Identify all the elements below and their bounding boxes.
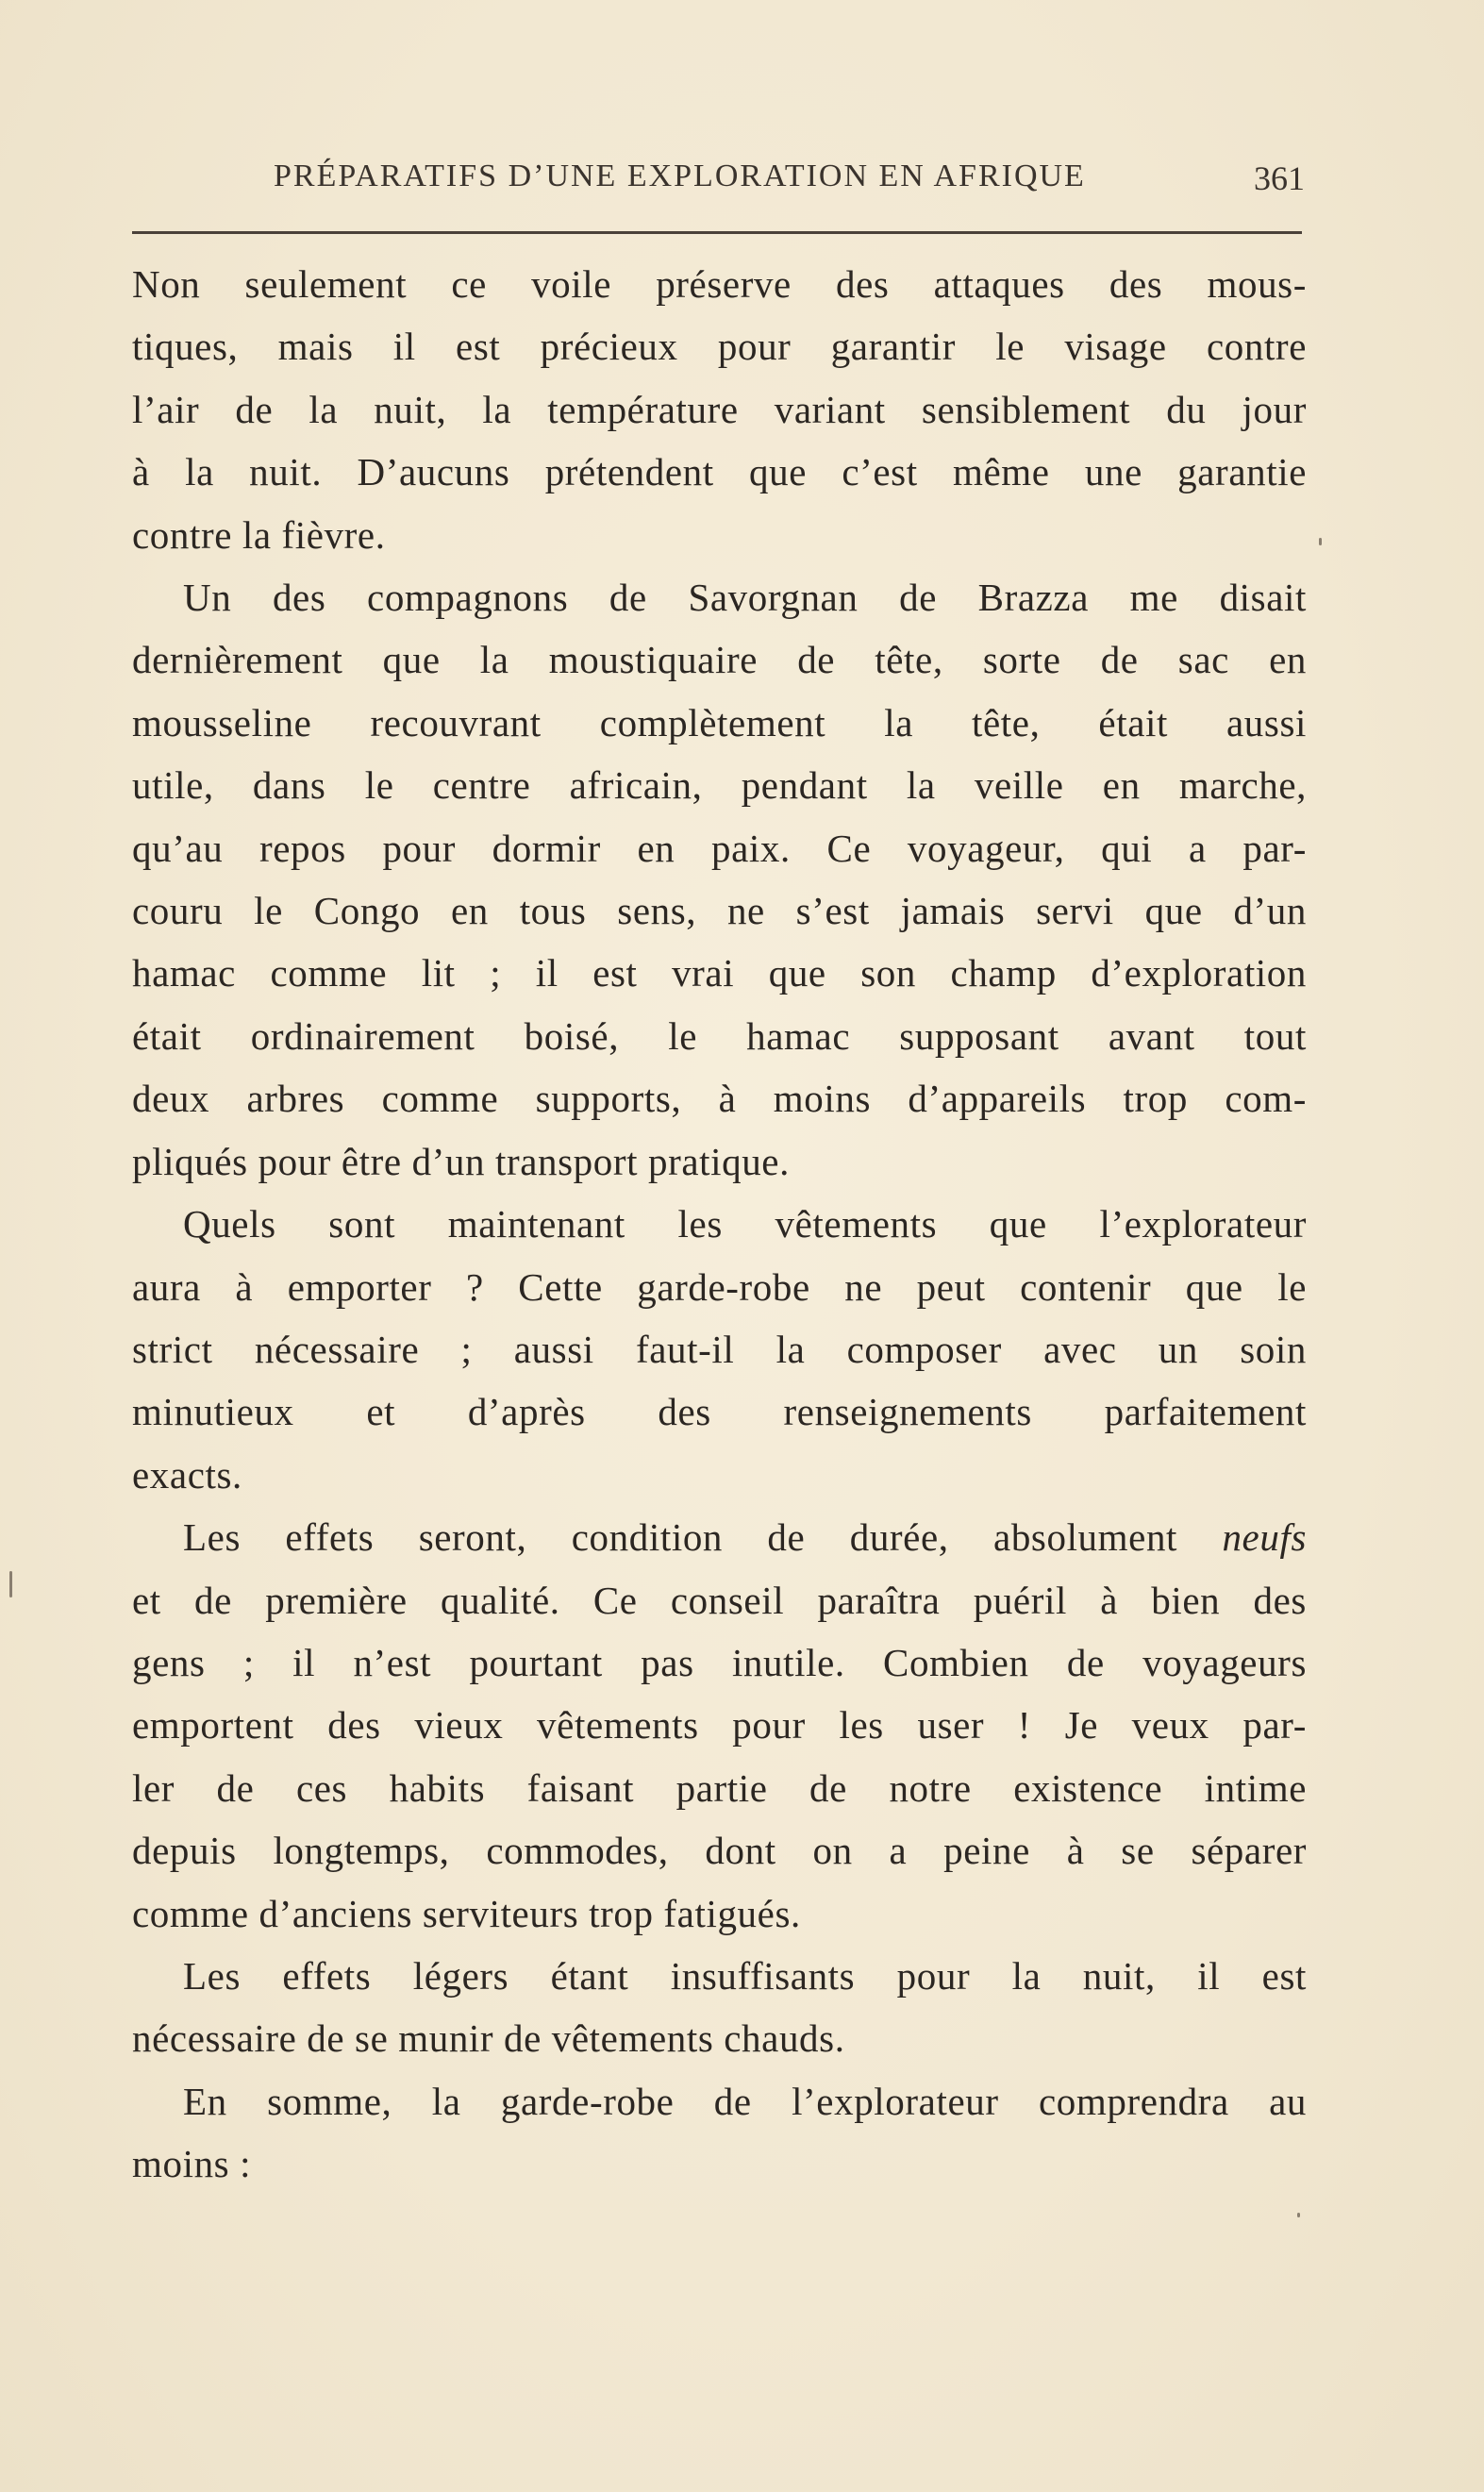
paragraph-6 bbox=[132, 2070, 1307, 2196]
text-line: deux arbres comme supports, à moins d’appareils trop com- bbox=[132, 1077, 1307, 1121]
text-line: depuis longtemps, commodes, dont on a peine à se séparer bbox=[132, 1829, 1307, 1873]
text-line: aura à emporter ? Cette garde-robe ne peut contenir que le bbox=[132, 1264, 1307, 1309]
text-line-part: Les effets seront, condition de durée, absolument bbox=[183, 1515, 1178, 1560]
text-line: à la nuit. D’aucuns prétendent que c’est même une garantie bbox=[132, 450, 1307, 494]
text-line: mousseline recouvrant complètement la tête, était aussi bbox=[132, 700, 1307, 744]
text-line: Les effets légers étant insuffisants pour la nuit, il est bbox=[183, 1953, 1307, 1998]
text-line: gens ; il n’est pourtant pas inutile. Combien de voyageurs bbox=[132, 1640, 1307, 1684]
text-line: En somme, la garde-robe de l’explorateur comprendra au bbox=[183, 2079, 1307, 2123]
text-line: pliqués pour être d’un transport pratique. bbox=[132, 1139, 790, 1183]
paragraph-5 bbox=[132, 1945, 1307, 2070]
header-rule bbox=[132, 231, 1302, 234]
text-line: qu’au repos pour dormir en paix. Ce voyageur, qui a par- bbox=[132, 826, 1307, 870]
margin-mark bbox=[1319, 538, 1322, 545]
paragraph-3 bbox=[132, 1193, 1307, 1506]
italic-word: neufs bbox=[1222, 1515, 1307, 1560]
text-line: couru le Congo en tous sens, ne s’est jamais servi que d’un bbox=[132, 889, 1307, 933]
text-line: ler de ces habits faisant partie de notre existence intime bbox=[132, 1765, 1307, 1810]
page-header bbox=[274, 159, 1305, 215]
paragraph-4 bbox=[132, 1506, 1307, 1945]
text-line: comme d’anciens serviteurs trop fatigués. bbox=[132, 1891, 801, 1935]
text-line: utile, dans le centre africain, pendant la veille en marche, bbox=[132, 763, 1307, 808]
text-line: l’air de la nuit, la température variant sensiblement du jour bbox=[132, 387, 1307, 431]
running-head: PRÉPARATIFS D’UNE EXPLORATION EN AFRIQUE bbox=[274, 159, 1086, 193]
page-number: 361 bbox=[1254, 159, 1305, 197]
text-line: et de première qualité. Ce conseil paraîtra puéril à bien des bbox=[132, 1578, 1307, 1622]
text-line bbox=[132, 1506, 1307, 1568]
text-line: était ordinairement boisé, le hamac supposant avant tout bbox=[132, 1013, 1307, 1058]
text-line: tiques, mais il est précieux pour garantir le visage contre bbox=[132, 325, 1307, 369]
text-line: Quels sont maintenant les vêtements que l’explorateur bbox=[183, 1202, 1307, 1246]
text-line: nécessaire de se munir de vêtements chauds. bbox=[132, 2016, 845, 2061]
text-line: hamac comme lit ; il est vrai que son champ d’exploration bbox=[132, 951, 1307, 995]
text-line: minutieux et d’après des renseignements parfaitement bbox=[132, 1390, 1307, 1434]
body-text bbox=[132, 253, 1307, 2196]
margin-mark bbox=[1297, 2213, 1300, 2217]
text-line: emportent des vieux vêtements pour les user ! Je veux par- bbox=[132, 1703, 1307, 1748]
text-line: exacts. bbox=[132, 1452, 242, 1497]
text-line: Non seulement ce voile préserve des attaques des mous- bbox=[132, 262, 1307, 306]
paragraph-1 bbox=[132, 253, 1307, 566]
text-line: moins : bbox=[132, 2142, 252, 2186]
text-line: strict nécessaire ; aussi faut-il la composer avec un soin bbox=[132, 1327, 1307, 1371]
text-line: dernièrement que la moustiquaire de tête, sorte de sac en bbox=[132, 638, 1307, 682]
paragraph-2 bbox=[132, 566, 1307, 1193]
text-line: contre la fièvre. bbox=[132, 512, 386, 557]
margin-mark bbox=[9, 1571, 12, 1597]
text-line: Un des compagnons de Savorgnan de Brazza me disait bbox=[183, 576, 1307, 620]
